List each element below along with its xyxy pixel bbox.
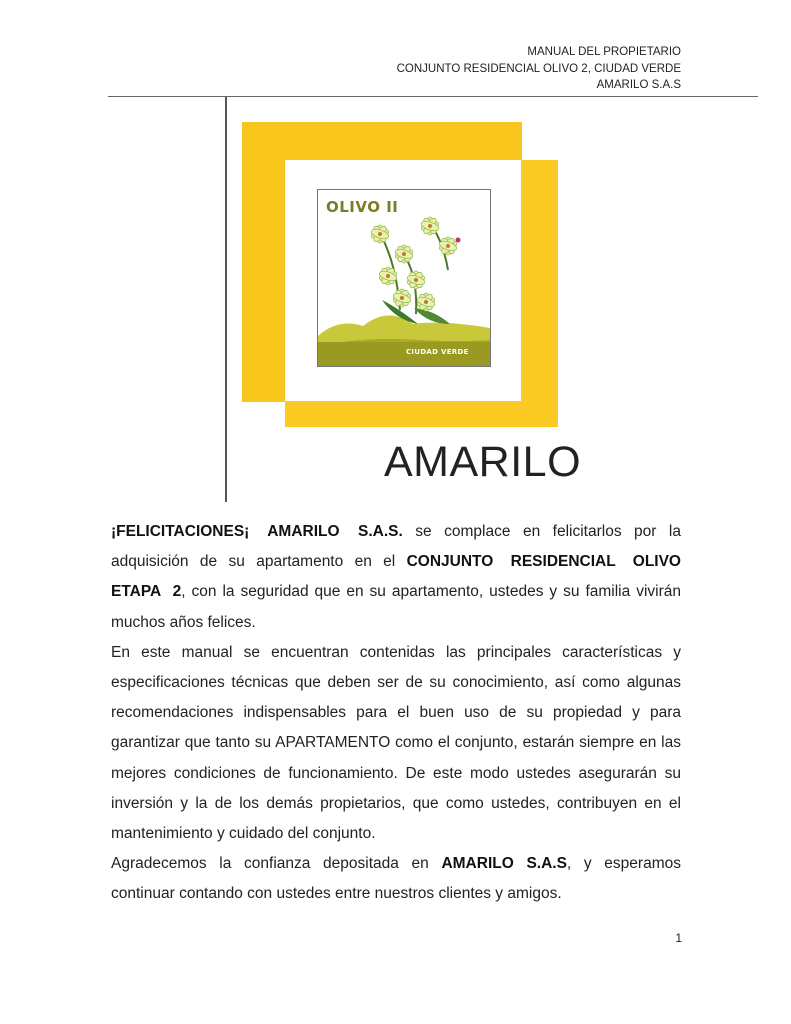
paragraph-manual-contents: En este manual se encuentran contenidas las principales características y especificaciones técnicas que deben ser de su conocimiento, así como algunas recomendaciones indispensables para el buen uso de su propiedad y para garantizar que tanto su APARTAMENTO como el conjunto, estarán siempre en las mejores condiciones de funcionamiento. De este modo ustedes asegurarán su inversión y la de los demás propietarios, que como ustedes, contribuyen en el mantenimiento y cuidado del conjunto. bbox=[111, 643, 681, 843]
page-header bbox=[397, 44, 681, 94]
bold-project-name: CONJUNTO RESIDENCIAL OLIVO ETAPA 2 bbox=[111, 553, 681, 601]
text-thanks-2: , y esperamos continuar contando con ustedes entre nuestros clientes y amigos. bbox=[111, 855, 681, 903]
text-congratulations-2: , con la seguridad que en su apartamento, ustedes y su familia vivirán muchos años felices. bbox=[111, 583, 681, 631]
header-company: AMARILO S.A.S bbox=[596, 79, 681, 91]
text-congratulations-1: se complace en felicitarlos por la adquisición de su apartamento en el bbox=[111, 523, 681, 571]
page-number: 1 bbox=[675, 931, 682, 945]
vertical-divider bbox=[225, 97, 227, 502]
paragraph-thanks bbox=[111, 849, 681, 909]
brand-wordmark: AMARILO bbox=[384, 438, 582, 486]
document-body bbox=[111, 517, 681, 910]
orchid-flower-icon bbox=[318, 190, 490, 366]
header-divider bbox=[108, 96, 758, 97]
logo-title: OLIVO II bbox=[326, 198, 399, 216]
header-project-name: CONJUNTO RESIDENCIAL OLIVO 2, CIUDAD VERDE bbox=[396, 62, 681, 75]
paragraph-congratulations bbox=[111, 517, 681, 638]
bold-company: AMARILO S.A.S bbox=[441, 855, 567, 873]
text-thanks-1: Agradecemos la confianza depositada en bbox=[111, 855, 442, 873]
logo-footer: CIUDAD VERDE bbox=[406, 348, 469, 356]
olivo-logo bbox=[317, 189, 491, 367]
header-manual-title: MANUAL DEL PROPIETARIO bbox=[527, 46, 681, 58]
bold-congratulations: ¡FELICITACIONES¡ AMARILO S.A.S. bbox=[111, 523, 403, 540]
